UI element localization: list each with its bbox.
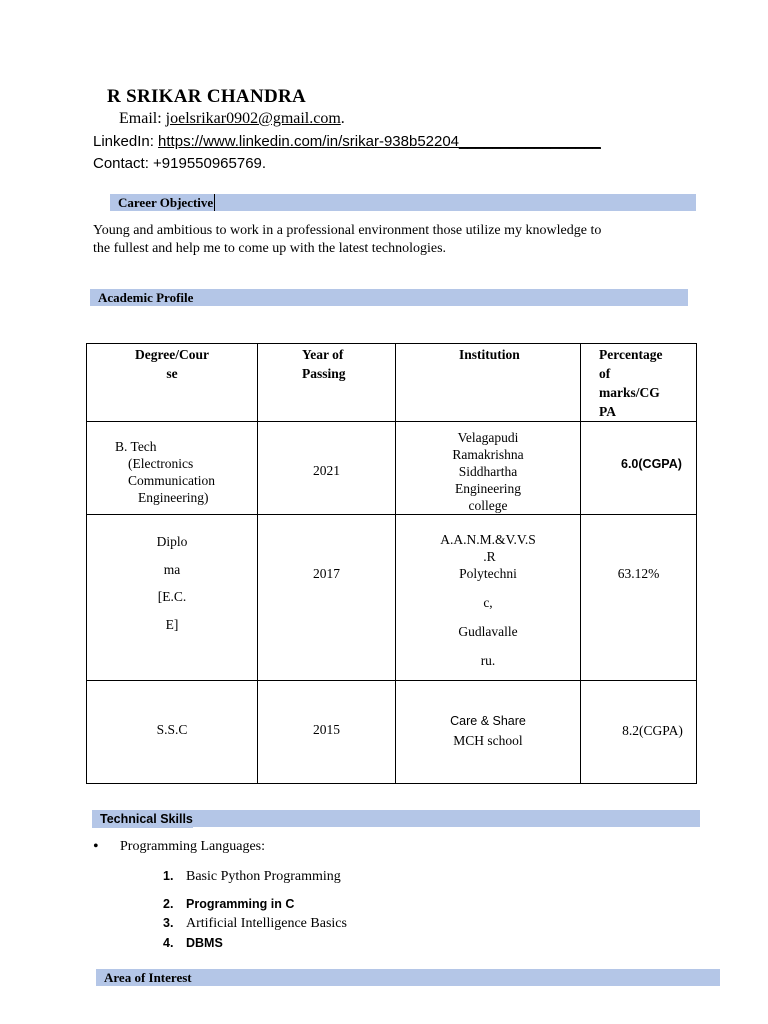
item-label: Programming in C — [186, 897, 295, 911]
item-number: 3. — [163, 916, 174, 930]
career-objective-text — [93, 222, 693, 258]
header-year — [258, 344, 396, 422]
header-degree-line2: se — [166, 366, 178, 381]
header-pct-line3: marks/CG — [599, 385, 660, 400]
row2-inst-line3: Polytechni — [459, 566, 517, 581]
row1-degree-line3: Communication — [128, 473, 215, 488]
header-pct-line4: PA — [599, 404, 616, 419]
row1-inst-line2: Ramakrishna — [452, 447, 524, 462]
technical-skills-bar — [92, 810, 700, 827]
list-item — [93, 839, 265, 855]
table-header-row — [87, 344, 697, 422]
row2-inst-line2: .R — [483, 549, 496, 564]
row1-degree-line2: (Electronics — [128, 456, 194, 471]
academic-profile-heading: Academic Profile — [90, 289, 193, 306]
row2-percent — [581, 515, 697, 681]
row1-degree — [87, 422, 258, 515]
row2-inst-line6: ru. — [480, 653, 496, 668]
row2-year — [258, 515, 396, 681]
row2-degree — [87, 515, 258, 681]
technical-skills-heading: Technical Skills — [92, 811, 193, 828]
table-row — [87, 422, 697, 515]
area-of-interest-bar — [96, 969, 720, 986]
row1-degree-line1: B. Tech — [115, 439, 157, 454]
linkedin-label: LinkedIn: — [93, 133, 159, 150]
contact-number: +919550965769. — [153, 155, 267, 172]
row2-degree-line2: ma — [163, 561, 181, 577]
row2-degree-line1: Diplo — [156, 534, 188, 549]
row2-inst-line1: A.A.N.M.&V.V.S — [440, 532, 536, 547]
list-item — [163, 936, 223, 952]
list-item — [163, 916, 347, 932]
email-line — [119, 110, 345, 128]
row3-year — [258, 681, 396, 784]
row3-percent — [581, 681, 697, 784]
row1-inst-line4: Engineering — [455, 481, 521, 496]
row3-percent-value: 8.2(CGPA) — [622, 723, 683, 738]
row1-inst-line3: Siddhartha — [458, 464, 518, 479]
row1-inst-line5: college — [468, 498, 508, 513]
career-objective-bar — [110, 194, 696, 211]
row3-degree — [87, 681, 258, 784]
list-item — [163, 897, 294, 913]
area-of-interest-heading: Area of Interest — [96, 969, 192, 986]
list-item — [163, 869, 341, 885]
row2-degree-line3: [E.C. — [157, 589, 187, 604]
linkedin-link[interactable]: https://www.linkedin.com/in/srikar-938b52204_________________ — [158, 133, 601, 150]
item-number: 4. — [163, 936, 174, 950]
header-pct-line2: of — [599, 366, 611, 381]
header-institution-label: Institution — [459, 347, 520, 362]
objective-line-2: the fullest and help me to come up with the latest technologies. — [93, 241, 447, 256]
item-number: 1. — [163, 869, 174, 883]
row1-year-value: 2021 — [313, 463, 340, 478]
header-pct-line1: Percentage — [599, 347, 663, 362]
item-label: Artificial Intelligence Basics — [186, 916, 347, 931]
item-label: Basic Python Programming — [186, 869, 341, 884]
row3-year-value: 2015 — [313, 722, 340, 737]
row3-degree-value: S.S.C — [156, 722, 188, 737]
skills-list — [93, 839, 265, 855]
row1-percent — [581, 422, 697, 515]
career-objective-heading: Career Objective — [110, 194, 215, 211]
contact-line — [93, 155, 266, 172]
row1-institution — [396, 422, 581, 515]
row3-inst-line2: MCH school — [453, 733, 523, 748]
item-number: 2. — [163, 897, 174, 911]
email-label: Email: — [119, 110, 166, 127]
row2-inst-line5: Gudlavalle — [458, 624, 518, 639]
academic-table — [86, 343, 697, 784]
contact-label: Contact: — [93, 155, 154, 172]
email-link[interactable]: joelsrikar0902@gmail.com — [165, 110, 341, 127]
table-row — [87, 515, 697, 681]
header-year-line1: Year of — [302, 347, 344, 362]
header-year-line2: Passing — [302, 366, 346, 381]
table-row — [87, 681, 697, 784]
row1-inst-line1: Velagapudi — [457, 430, 519, 445]
email-suffix: . — [340, 110, 345, 127]
academic-profile-bar — [90, 289, 688, 306]
header-degree — [87, 344, 258, 422]
header-degree-line1: Degree/Cour — [135, 347, 209, 362]
candidate-name: R SRIKAR CHANDRA — [107, 86, 307, 107]
header-percentage — [581, 344, 697, 422]
row2-percent-value: 63.12% — [617, 566, 660, 581]
row2-degree-line4: E] — [165, 616, 179, 632]
row2-inst-line4: c, — [483, 595, 493, 610]
row2-institution — [396, 515, 581, 681]
objective-line-1: Young and ambitious to work in a professional environment those utilize my knowledge to — [93, 223, 602, 238]
row1-year — [258, 422, 396, 515]
linkedin-line — [93, 133, 601, 150]
row2-year-value: 2017 — [313, 566, 340, 581]
row1-degree-line4: Engineering) — [138, 490, 209, 505]
programming-languages-label: Programming Languages: — [120, 839, 266, 854]
row1-percent-value: 6.0(CGPA) — [621, 457, 682, 471]
row3-inst-line1: Care & Share — [450, 714, 526, 728]
item-label: DBMS — [186, 936, 223, 950]
row3-institution — [396, 681, 581, 784]
